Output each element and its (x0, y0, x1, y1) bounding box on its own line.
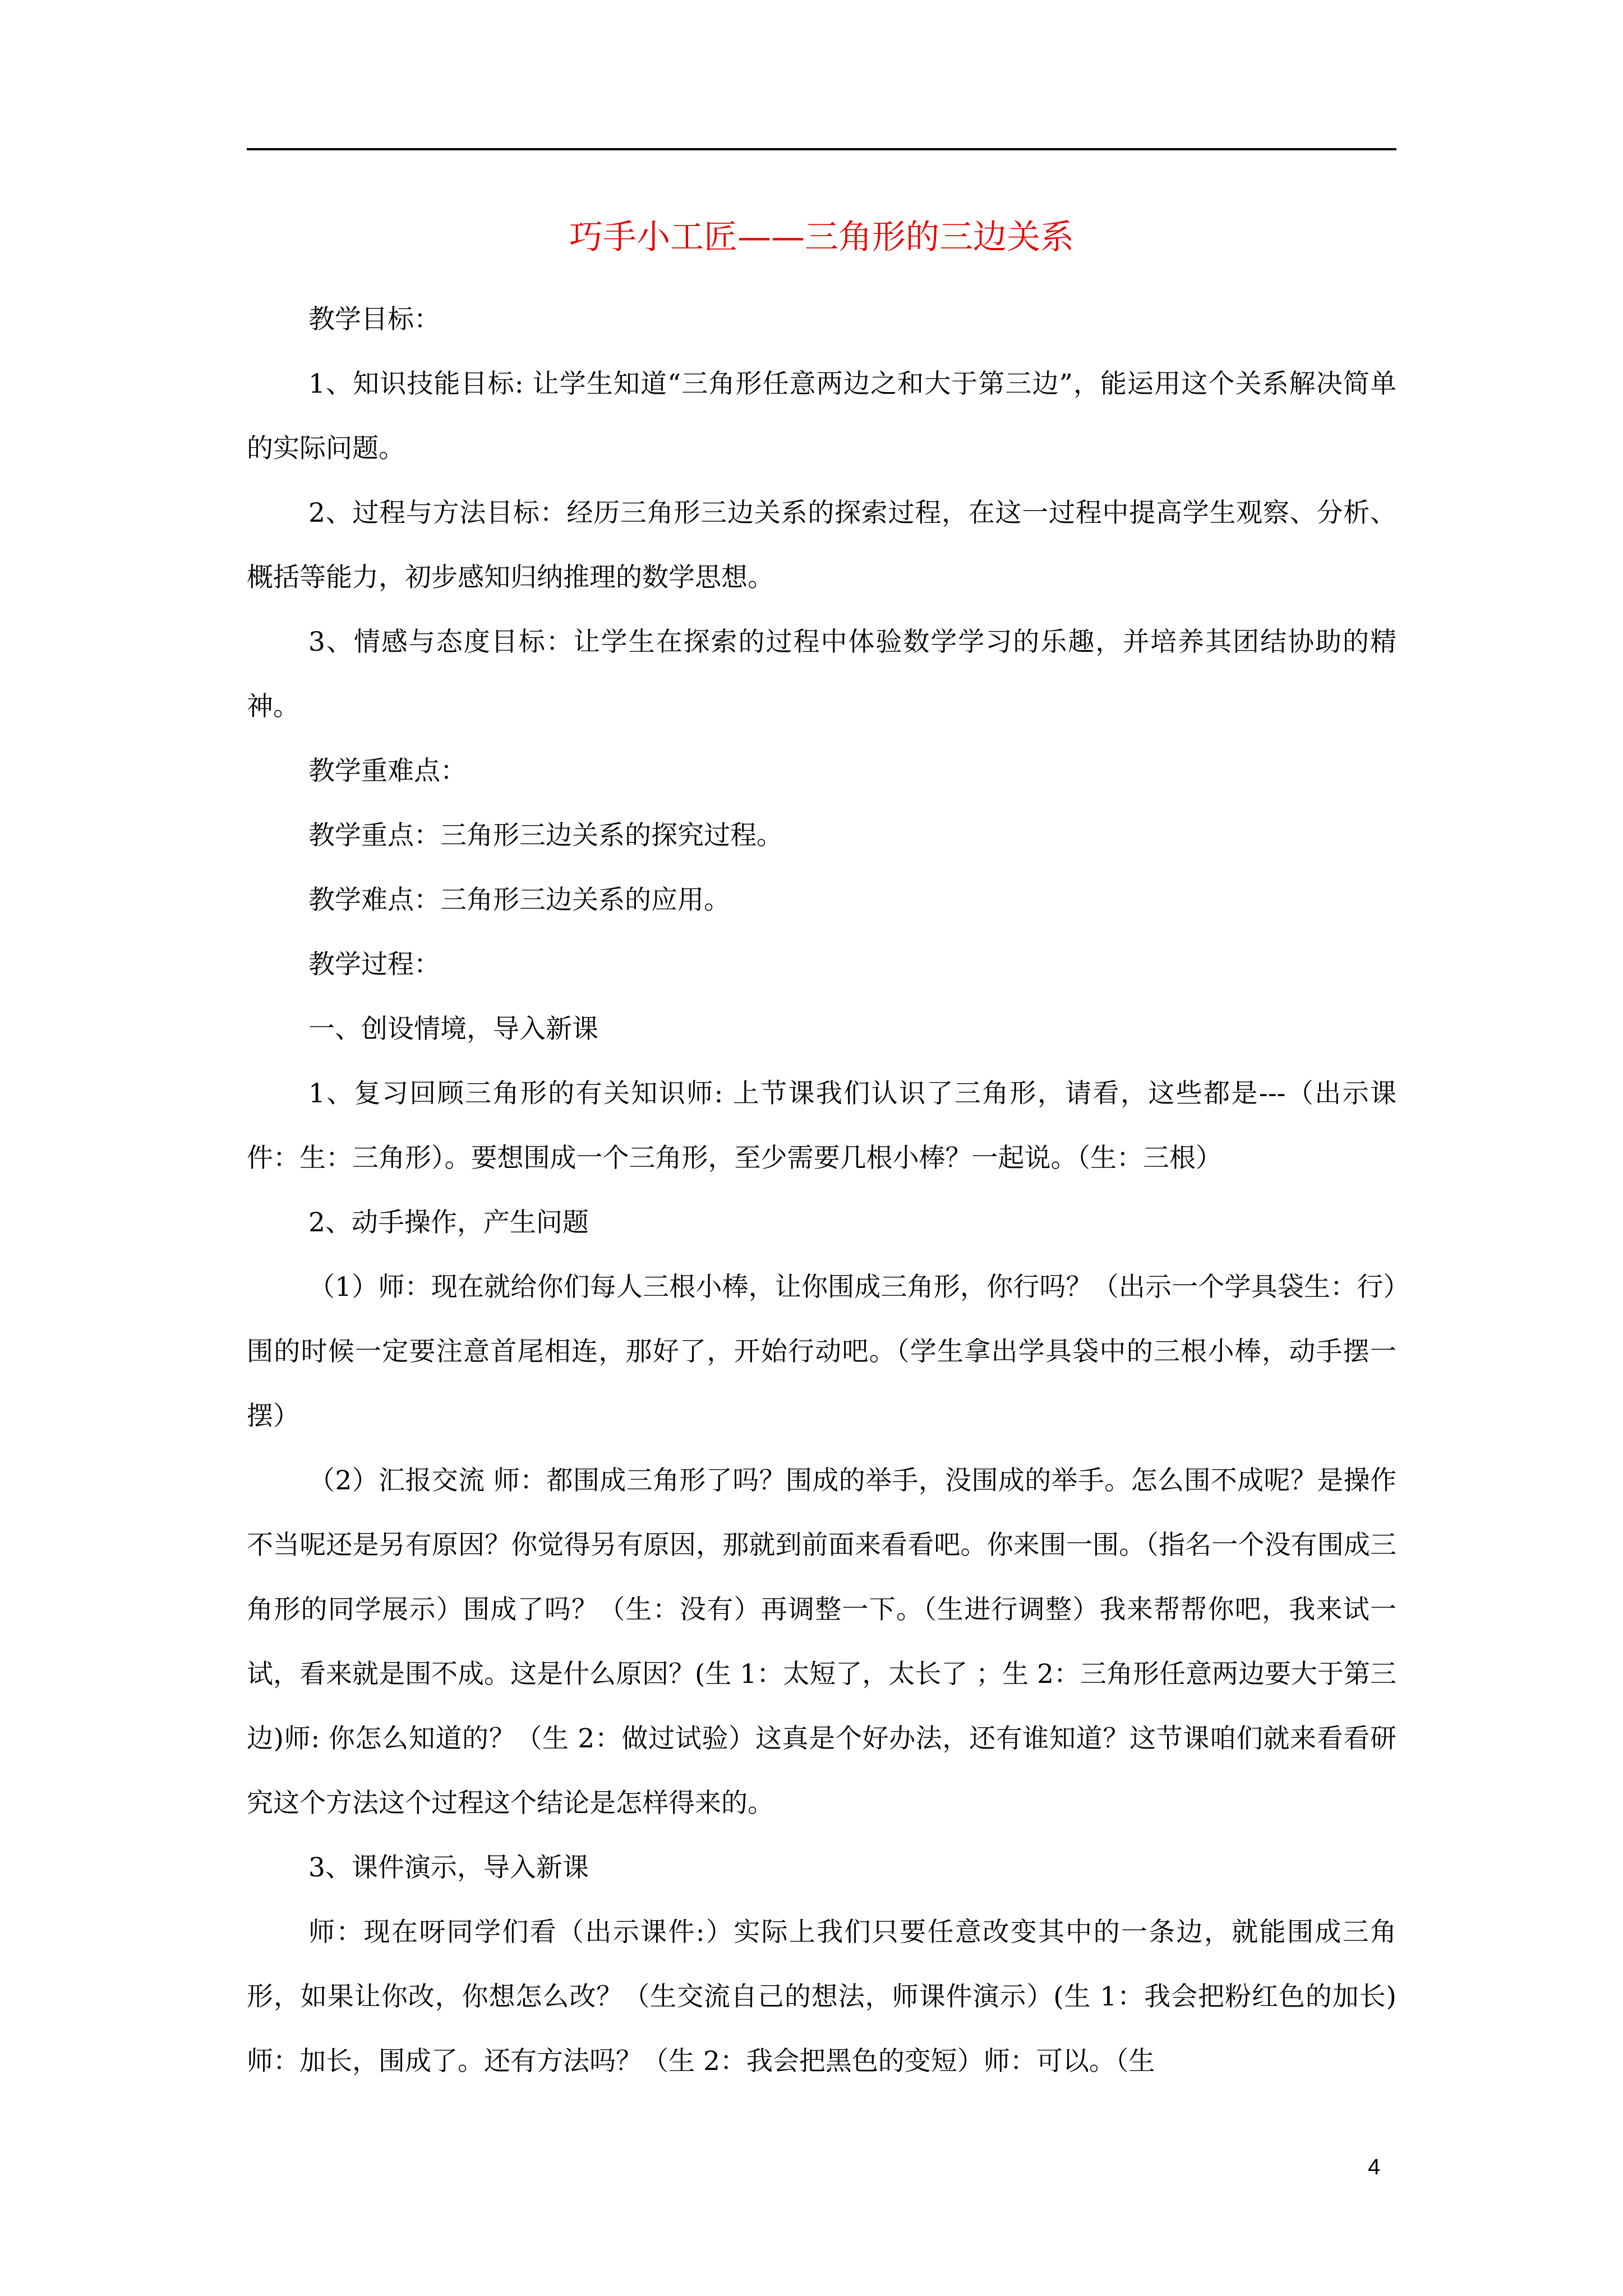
paragraph-objective-emotion: 3、情感与态度目标：让学生在探索的过程中体验数学学习的乐趣，并培养其团结协助的精神。 (247, 627, 1396, 722)
paragraph-hands-on-1: （1）师：现在就给你们每人三根小棒，让你围成三角形，你行吗？（出示一个学具袋生：行）围的时候一定要注意首尾相连，那好了，开始行动吧。（学生拿出学具袋中的三根小棒，动手摆一摆） (247, 1272, 1396, 1432)
paragraph-process-heading: 教学过程： (308, 949, 440, 980)
paragraph-demo: 师：现在呀同学们看（出示课件:）实际上我们只要任意改变其中的一条边，就能围成三角形，如果让你改，你想怎么改？（生交流自己的想法，师课件演示）(生 1：我会把粉红色的加长)师：加长，围成了。还有方法吗？（生 2：我会把黑色的变短）师：可以。（生 (247, 1917, 1396, 2077)
paragraph-key-point: 教学重点：三角形三边关系的探究过程。 (308, 820, 783, 851)
paragraph-difficult-point: 教学难点：三角形三边关系的应用。 (308, 885, 730, 915)
header-rule (247, 148, 1396, 150)
paragraph-objective-process: 2、过程与方法目标：经历三角形三边关系的探索过程，在这一过程中提高学生观察、分析、概括等能力，初步感知归纳推理的数学思想。 (247, 498, 1396, 593)
document-body (247, 287, 1396, 2093)
paragraph-key-points-heading: 教学重难点： (308, 756, 467, 786)
paragraph-review: 1、复习回顾三角形的有关知识师: 上节课我们认识了三角形，请看，这些都是---（出示课件：生：三角形）。要想围成一个三角形，至少需要几根小棒？一起说。（生：三根） (247, 1078, 1396, 1174)
paragraph-demo-heading: 3、课件演示，导入新课 (308, 1852, 589, 1883)
paragraph-section-one: 一、创设情境，导入新课 (308, 1014, 598, 1045)
document-title: 巧手小工匠——三角形的三边关系 (569, 218, 1074, 257)
paragraph-objective-knowledge: 1、知识技能目标: 让学生知道“三角形任意两边之和大于第三边”，能运用这个关系解决简单的实际问题。 (247, 369, 1396, 464)
paragraph-objectives-heading: 教学目标： (308, 304, 440, 335)
paragraph-hands-on-2: （2）汇报交流 师：都围成三角形了吗？围成的举手，没围成的举手。怎么围不成呢？是操作不当呢还是另有原因？你觉得另有原因，那就到前面来看看吧。你来围一围。（指名一个没有围成三角形的同学展示）围成了吗？（生：没有）再调整一下。（生进行调整）我来帮帮你吧，我来试一试，看来就是围不成。这是什么原因？(生 1：太短了，太长了 ；生 2：三角形任意两边要大于第三边)师: 你怎么知道的？（生 2：做过试验）这真是个好办法，还有谁知道？这节课咱们就来看看研究这个方法这个过程这个结论是怎样得来的。 (247, 1465, 1396, 1819)
page-number: 4 (1368, 2155, 1381, 2179)
paragraph-hands-on-heading: 2、动手操作，产生问题 (308, 1207, 589, 1238)
